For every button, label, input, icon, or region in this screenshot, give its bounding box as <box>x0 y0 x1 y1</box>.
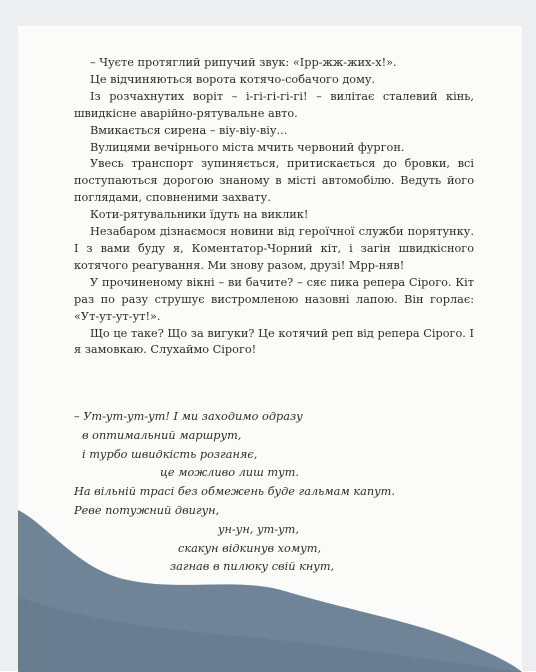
verse-line: – Ут-ут-ут-ут! І ми заходимо одразу <box>74 410 303 423</box>
paragraph: Незабаром дізнаємося новини від героїчної служби порятунку. І з вами буду я, Коментатор-Чорний кіт, і загін швидкісного котячого реагування. Ми знову разом, друзі! Мрр-няв! <box>74 225 474 272</box>
paragraph: Це відчиняються ворота котячо-собачого дому. <box>90 72 376 86</box>
verse-line: Реве потужний двигун, <box>74 503 220 517</box>
book-page <box>18 26 522 672</box>
prose-block <box>74 55 474 359</box>
verse-line: На вільній трасі без обмежень буде гальмам капут. <box>74 485 395 499</box>
paragraph: – Чуєте протяглий рипучий звук: «Ірр-жж-жих-х!». <box>90 56 397 69</box>
paragraph: Коти-рятувальники їдуть на виклик! <box>90 208 309 222</box>
verse-line: скакун відкинув хомут, <box>178 541 322 555</box>
paragraph: Вмикається сирена – віу-віу-віу... <box>90 123 288 137</box>
verse-line: і турбо швидкість розганяє, <box>82 447 258 461</box>
verse-line: це можливо лиш тут. <box>160 466 299 480</box>
verse-line: ун-ун, ут-ут, <box>218 522 299 536</box>
paragraph: Із розчахнутих воріт – і-гі-гі-гі-гі! – вилітає сталевий кінь, швидкісне аварійно-рятувальне авто. <box>74 89 474 120</box>
paragraph: Що це таке? Що за вигуки? Це котячий реп від репера Сірого. І я замовкаю. Слухаймо Сірого! <box>74 326 474 357</box>
paragraph: Увесь транспорт зупиняється, притискається до бровки, всі поступаються дорогою знаному в місті автомобілю. Ведуть його поглядами, сповненими захвату. <box>74 157 474 205</box>
paragraph: Вулицями вечірнього міста мчить червоний фургон. <box>90 140 405 154</box>
verse-line: в оптимальний маршрут, <box>82 428 242 442</box>
wave-illustration <box>18 510 522 672</box>
paragraph: У прочиненому вікні – ви бачите? – сяє пика репера Сірого. Кіт раз по разу струшує вистромленою назовні лапою. Він горлає: «Ут-ут-ут-ут!». <box>74 275 474 323</box>
verse-line: загнав в пилюку свій кнут, <box>170 560 335 574</box>
